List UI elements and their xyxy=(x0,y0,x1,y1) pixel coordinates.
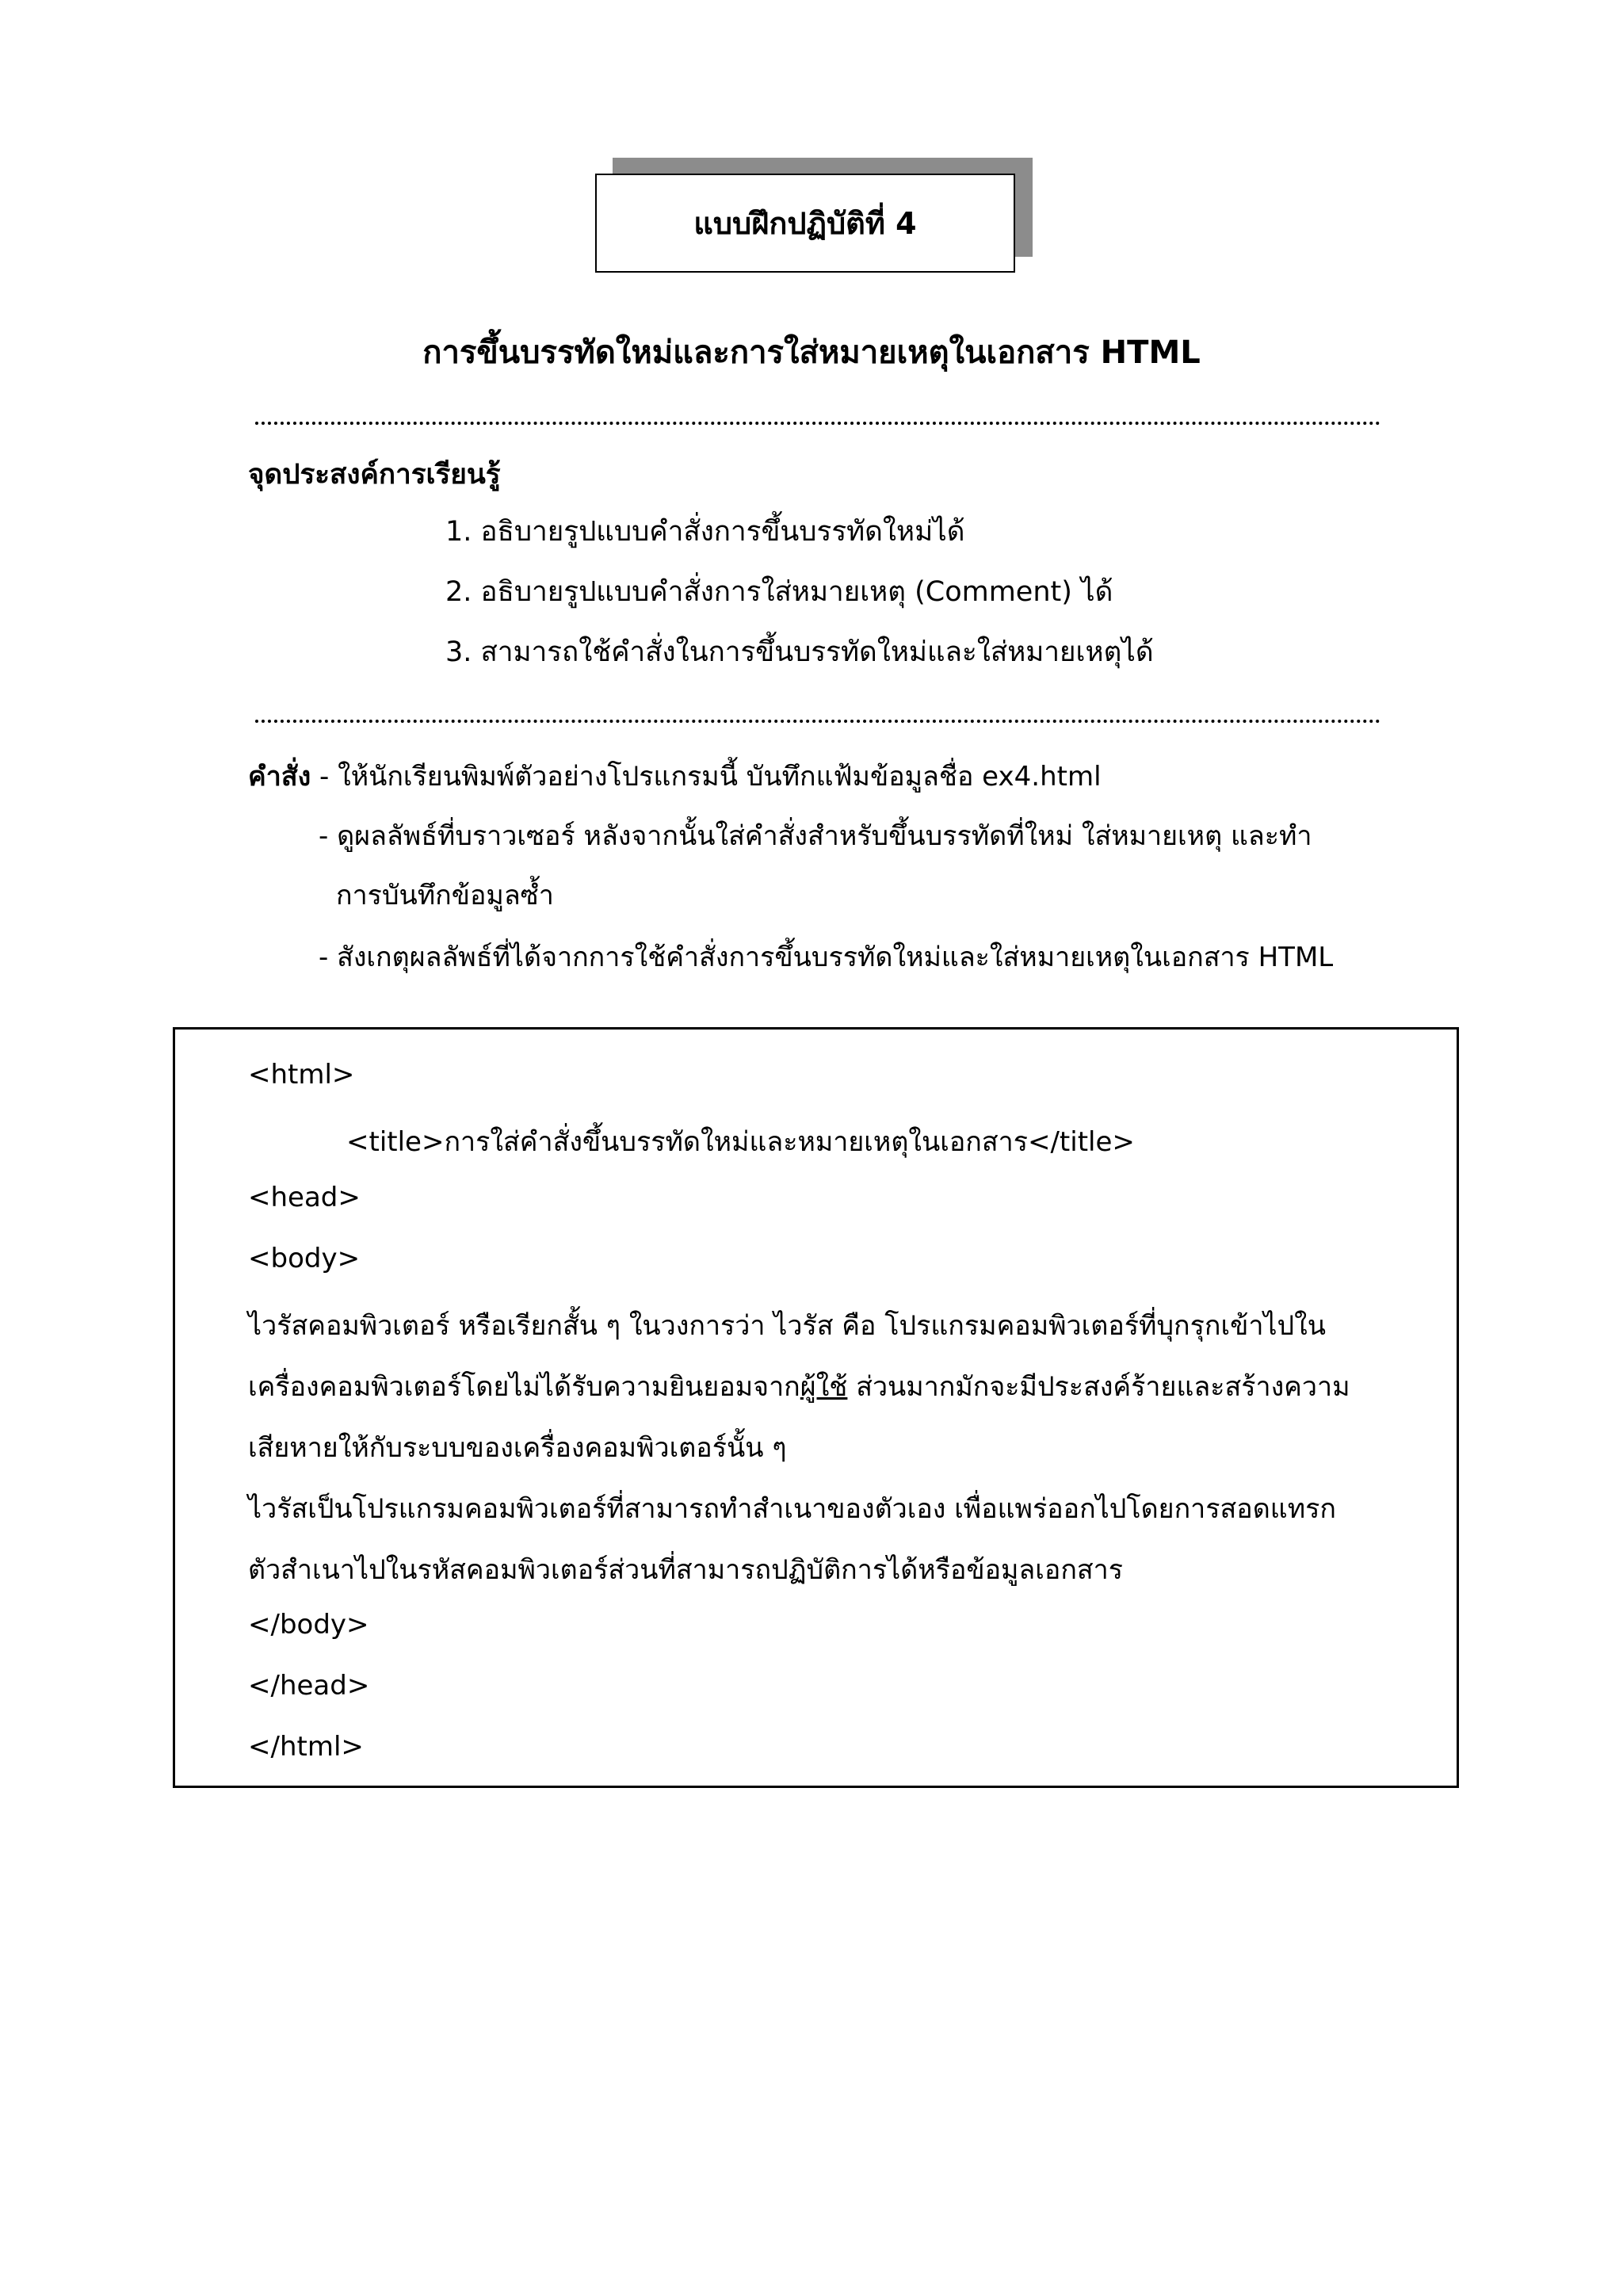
instruction-line: - สังเกตุผลลัพธ์ที่ได้จากการใช้คำสั่งการขึ้นบรรทัดใหม่และใส่หมายเหตุในเอกสาร HTML xyxy=(319,942,1334,973)
code-line: <html> xyxy=(248,1059,355,1091)
instruction-text: - ให้นักเรียนพิมพ์ตัวอย่างโปรแกรมนี้ บันทึกแฟ้มข้อมูลชื่อ ex4.html xyxy=(311,761,1102,793)
code-line: ไวรัสคอมพิวเตอร์ หรือเรียกสั้น ๆ ในวงการว่า ไวรัส คือ โปรแกรมคอมพิวเตอร์ที่บุกรุกเข้าไปใน xyxy=(248,1310,1326,1342)
code-line: </head> xyxy=(248,1670,370,1702)
code-text: ส่วนมากมักจะมีประสงค์ร้ายและสร้างความ xyxy=(847,1371,1350,1403)
worksheet-subtitle: การขึ้นบรรทัดใหม่และการใส่หมายเหตุในเอกสาร HTML xyxy=(422,334,1201,371)
instruction-line: การบันทึกข้อมูลซ้ำ xyxy=(336,880,554,911)
underlined-word: ผู้ใช้ xyxy=(800,1371,848,1403)
code-line: <head> xyxy=(248,1182,361,1213)
code-text: เครื่องคอมพิวเตอร์โดยไม่ได้รับความยินยอมจาก xyxy=(248,1371,800,1403)
code-line: ตัวสำเนาไปในรหัสคอมพิวเตอร์ส่วนที่สามารถปฏิบัติการได้หรือข้อมูลเอกสาร xyxy=(248,1554,1124,1586)
code-line: <body> xyxy=(248,1243,361,1274)
instruction-line xyxy=(248,755,1102,797)
code-line: </body> xyxy=(248,1609,369,1641)
worksheet-title: แบบฝึกปฏิบัติที่ 4 xyxy=(595,174,1015,273)
code-line: เสียหายให้กับระบบของเครื่องคอมพิวเตอร์นั้น ๆ xyxy=(248,1432,787,1464)
objectives-heading: จุดประสงค์การเรียนรู้ xyxy=(248,459,501,491)
code-line: </html> xyxy=(248,1731,364,1763)
code-line: <title>การใส่คำสั่งขึ้นบรรทัดใหม่และหมายเหตุในเอกสาร</title> xyxy=(346,1126,1135,1158)
code-line xyxy=(248,1365,1350,1408)
objective-item: 3. สามารถใช้คำสั่งในการขึ้นบรรทัดใหม่และใส่หมายเหตุได้ xyxy=(445,636,1154,668)
dotted-divider xyxy=(255,720,1381,723)
objective-item: 2. อธิบายรูปแบบคำสั่งการใส่หมายเหตุ (Comment) ได้ xyxy=(445,576,1113,608)
objective-item: 1. อธิบายรูปแบบคำสั่งการขึ้นบรรทัดใหม่ได้ xyxy=(445,516,965,548)
dotted-divider xyxy=(255,422,1381,425)
code-line: ไวรัสเป็นโปรแกรมคอมพิวเตอร์ที่สามารถทำสำเนาของตัวเอง เพื่อแพร่ออกไปโดยการสอดแทรก xyxy=(248,1493,1336,1525)
instruction-label: คำสั่ง xyxy=(248,761,311,793)
instruction-line: - ดูผลลัพธ์ที่บราวเซอร์ หลังจากนั้นใส่คำสั่งสำหรับขึ้นบรรทัดที่ใหม่ ใส่หมายเหตุ และทำ xyxy=(319,820,1312,852)
